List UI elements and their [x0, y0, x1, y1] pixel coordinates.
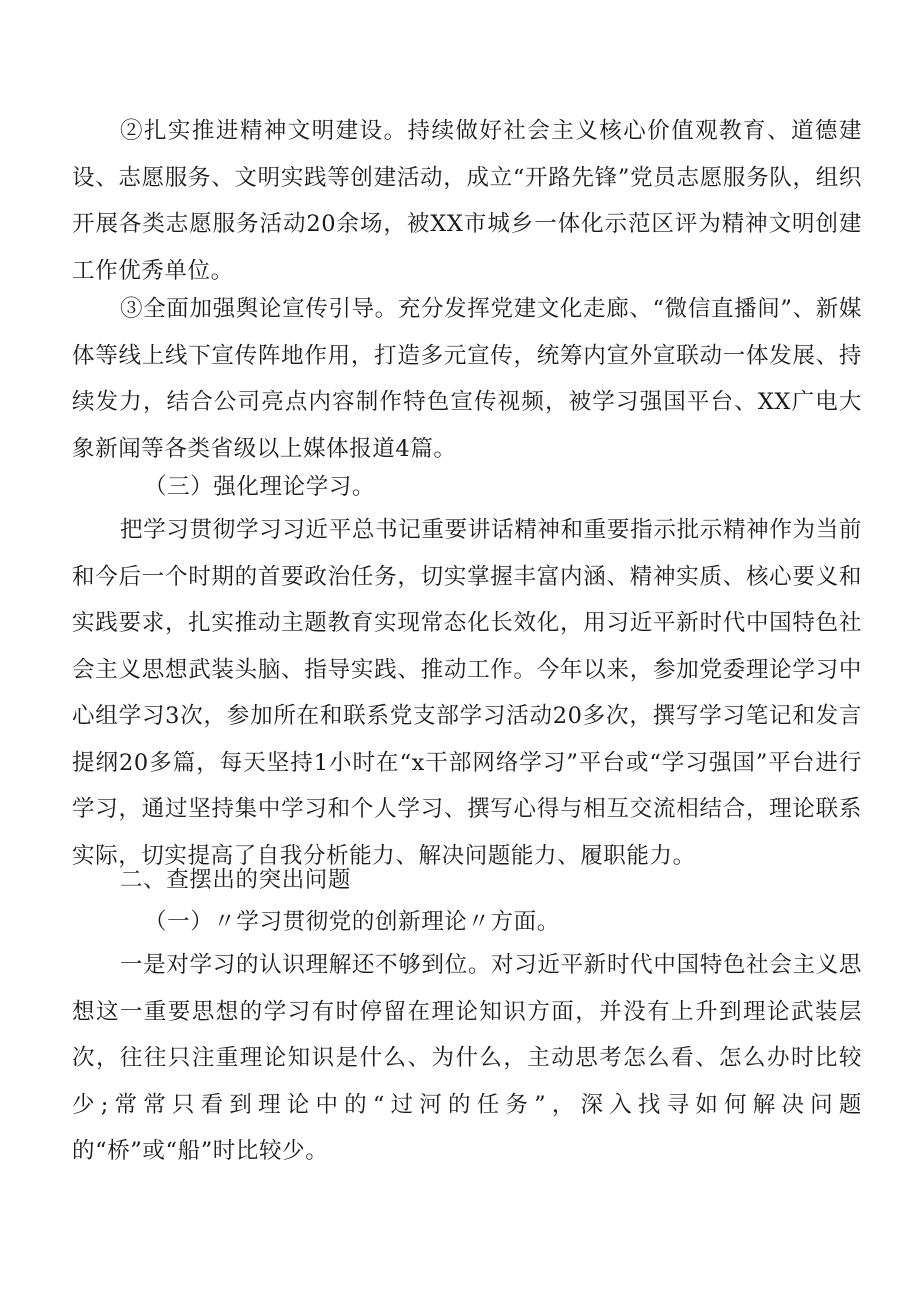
paragraph-study-understanding: 一是对学习的认识理解还不够到位。对习近平新时代中国特色社会主义思想这一重要思想的学习有时停留在理论知识方面，并没有上升到理论武装层次，往往只注重理论知识是什么、为什么，主动思考怎么看、怎么办时比较少;常常只看到理论中的“过河的任务”，深入找寻如何解决问题的“桥”或“船”时比较少。 — [72, 952, 862, 1164]
paragraph-public-opinion: ③全面加强舆论宣传引导。充分发挥党建文化走廊、“微信直播间”、新媒体等线上线下宣传阵地作用，打造多元宣传，统筹内宣外宣联动一体发展、持续发力，结合公司亮点内容制作特色宣传视频，被学习强国平台、XX广电大象新闻等各类省级以上媒体报道4篇。 — [72, 296, 862, 462]
section-heading-problems: 二、查摆出的突出问题 — [120, 867, 352, 893]
paragraph-theory-study: 把学习贯彻学习习近平总书记重要讲话精神和重要指示批示精神作为当前和今后一个时期的首要政治任务，切实掌握丰富内涵、精神实质、核心要义和实践要求，扎实推动主题教育实现常态化长效化，用习近平新时代中国特色社会主义思想武装头脑、指导实践、推动工作。今年以来，参加党委理论学习中心组学习3次，参加所在和联系党支部学习活动20多次，撰写学习笔记和发言提纲20多篇，每天坚持1小时在“x干部网络学习”平台或“学习强国”平台进行学习，通过坚持集中学习和个人学习、撰写心得与相互交流相结合，理论联系实际，切实提高了自我分析能力、解决问题能力、履职能力。 — [72, 517, 862, 869]
paragraph-spiritual-civilization: ②扎实推进精神文明建设。持续做好社会主义核心价值观教育、道德建设、志愿服务、文明实践等创建活动，成立“开路先锋”党员志愿服务队，组织开展各类志愿服务活动20余场，被XX市城乡一体化示范区评为精神文明创建工作优秀单位。 — [72, 118, 862, 284]
section-heading-theory-study: （三）强化理论学习。 — [144, 474, 376, 500]
subsection-heading-innovation-theory: （一）〃学习贯彻党的创新理论〃方面。 — [144, 909, 560, 935]
